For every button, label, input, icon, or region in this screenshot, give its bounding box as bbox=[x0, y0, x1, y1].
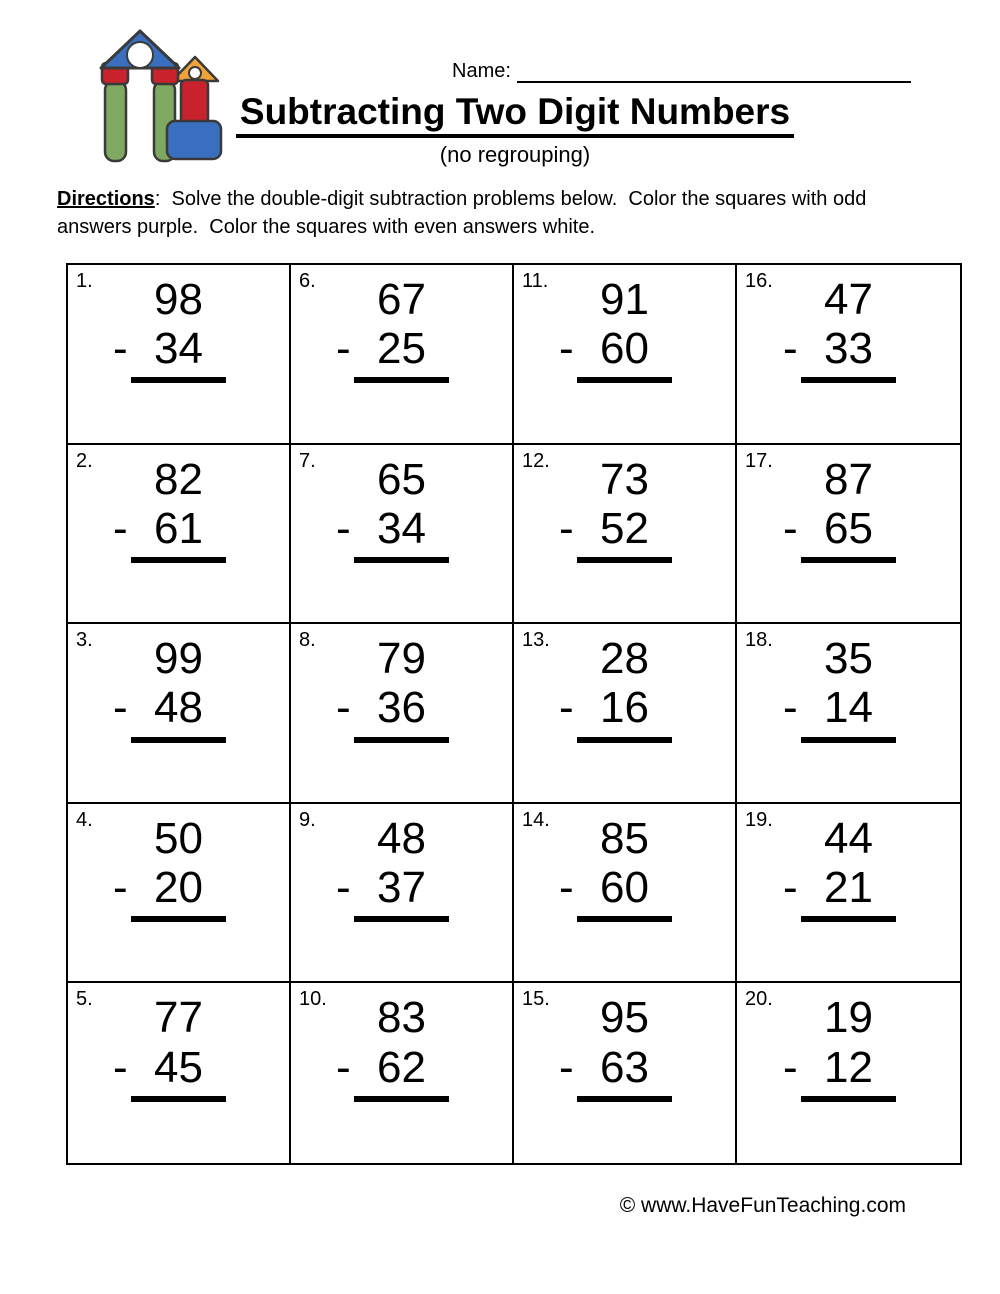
minuend: 83 bbox=[377, 993, 426, 1043]
subtrahend: 33 bbox=[824, 324, 873, 374]
subtrahend-row bbox=[783, 1042, 873, 1092]
answer-line bbox=[801, 916, 896, 922]
minus-sign: - bbox=[113, 1042, 128, 1092]
problem-number: 4. bbox=[76, 808, 93, 831]
minuend: 91 bbox=[600, 275, 649, 324]
subtrahend-row bbox=[783, 862, 873, 912]
problem-number: 20. bbox=[745, 988, 773, 1011]
subtraction-problem bbox=[291, 813, 512, 922]
answer-line bbox=[354, 377, 449, 383]
problem-number: 1. bbox=[76, 270, 93, 292]
problem-cell bbox=[514, 265, 737, 445]
answer-line bbox=[131, 377, 226, 383]
problem-cell bbox=[291, 445, 514, 625]
directions-label: Directions bbox=[57, 188, 155, 210]
problem-number: 16. bbox=[745, 270, 773, 292]
copyright-text: © www.HaveFunTeaching.com bbox=[619, 1194, 906, 1217]
minus-sign: - bbox=[783, 862, 798, 912]
minuend: 77 bbox=[154, 993, 203, 1043]
subtrahend-row bbox=[113, 683, 203, 733]
problem-cell bbox=[68, 983, 291, 1163]
subtraction-problem bbox=[68, 454, 289, 563]
problem-cell bbox=[291, 624, 514, 804]
minuend: 65 bbox=[377, 454, 426, 504]
minuend: 35 bbox=[824, 634, 873, 684]
subtraction-problem bbox=[291, 454, 512, 563]
minuend: 44 bbox=[824, 813, 873, 863]
minuend: 50 bbox=[154, 813, 203, 863]
subtrahend-row bbox=[113, 503, 203, 553]
minuend: 19 bbox=[824, 993, 873, 1043]
subtrahend-row bbox=[336, 324, 426, 374]
subtrahend-row bbox=[113, 862, 203, 912]
minus-sign: - bbox=[336, 862, 351, 912]
subtrahend: 25 bbox=[377, 324, 426, 374]
answer-line bbox=[131, 557, 226, 563]
minuend: 99 bbox=[154, 634, 203, 684]
minus-sign: - bbox=[113, 862, 128, 912]
problem-cell bbox=[514, 445, 737, 625]
subtrahend: 21 bbox=[824, 862, 873, 912]
problem-number: 14. bbox=[522, 808, 550, 831]
minuend: 47 bbox=[824, 275, 873, 324]
subtrahend-row bbox=[559, 324, 649, 374]
name-label: Name: bbox=[452, 60, 511, 82]
answer-line bbox=[354, 1096, 449, 1102]
minuend: 73 bbox=[600, 454, 649, 504]
subtrahend-row bbox=[559, 503, 649, 553]
minus-sign: - bbox=[783, 324, 798, 374]
minuend: 85 bbox=[600, 813, 649, 863]
directions-body: : Solve the double-digit subtraction problems below. Color the squares with odd answers purple. Color the squares with even answers white. bbox=[57, 188, 872, 238]
problems-grid bbox=[66, 263, 962, 1165]
minuend: 95 bbox=[600, 993, 649, 1043]
problem-number: 13. bbox=[522, 629, 550, 652]
subtrahend: 20 bbox=[154, 862, 203, 912]
problem-number: 18. bbox=[745, 629, 773, 652]
problem-number: 2. bbox=[76, 449, 93, 472]
minus-sign: - bbox=[336, 1042, 351, 1092]
minus-sign: - bbox=[783, 683, 798, 733]
minus-sign: - bbox=[559, 503, 574, 553]
directions-text bbox=[57, 186, 915, 241]
answer-line bbox=[577, 557, 672, 563]
answer-line bbox=[801, 377, 896, 383]
minuend: 98 bbox=[154, 275, 203, 324]
problem-number: 6. bbox=[299, 270, 316, 292]
answer-line bbox=[131, 1096, 226, 1102]
subtraction-problem bbox=[68, 277, 289, 383]
minus-sign: - bbox=[336, 324, 351, 374]
answer-line bbox=[131, 916, 226, 922]
minus-sign: - bbox=[559, 324, 574, 374]
problem-number: 12. bbox=[522, 449, 550, 472]
subtrahend: 36 bbox=[377, 683, 426, 733]
subtrahend: 60 bbox=[600, 862, 649, 912]
answer-line bbox=[354, 557, 449, 563]
subtrahend: 37 bbox=[377, 862, 426, 912]
problem-number: 5. bbox=[76, 988, 93, 1011]
subtrahend: 60 bbox=[600, 324, 649, 374]
answer-line bbox=[354, 916, 449, 922]
page-title: Subtracting Two Digit Numbers bbox=[236, 92, 794, 138]
answer-line bbox=[354, 737, 449, 743]
problem-cell bbox=[291, 983, 514, 1163]
subtrahend-row bbox=[559, 1042, 649, 1092]
subtrahend-row bbox=[559, 683, 649, 733]
subtrahend-row bbox=[559, 862, 649, 912]
problem-cell bbox=[737, 983, 960, 1163]
answer-line bbox=[577, 1096, 672, 1102]
subtrahend: 16 bbox=[600, 683, 649, 733]
subtrahend: 12 bbox=[824, 1042, 873, 1092]
problem-number: 9. bbox=[299, 808, 316, 831]
subtrahend-row bbox=[113, 324, 203, 374]
subtraction-problem bbox=[68, 636, 289, 742]
minus-sign: - bbox=[113, 503, 128, 553]
problem-cell bbox=[514, 804, 737, 984]
subtrahend-row bbox=[783, 324, 873, 374]
problem-cell bbox=[737, 445, 960, 625]
problem-number: 7. bbox=[299, 449, 316, 472]
problem-cell bbox=[68, 445, 291, 625]
problem-cell bbox=[737, 804, 960, 984]
answer-line bbox=[577, 916, 672, 922]
minus-sign: - bbox=[336, 503, 351, 553]
problem-number: 11. bbox=[522, 270, 549, 292]
answer-line bbox=[577, 737, 672, 743]
subtrahend: 14 bbox=[824, 683, 873, 733]
problem-number: 15. bbox=[522, 988, 550, 1011]
problem-cell bbox=[514, 983, 737, 1163]
subtrahend: 65 bbox=[824, 503, 873, 553]
problem-number: 19. bbox=[745, 808, 773, 831]
minus-sign: - bbox=[783, 1042, 798, 1092]
answer-line bbox=[131, 737, 226, 743]
subtrahend-row bbox=[783, 503, 873, 553]
problem-number: 3. bbox=[76, 629, 93, 652]
problem-number: 8. bbox=[299, 629, 316, 652]
minus-sign: - bbox=[113, 324, 128, 374]
subtrahend: 34 bbox=[154, 324, 203, 374]
problem-number: 17. bbox=[745, 449, 773, 472]
minuend: 67 bbox=[377, 275, 426, 324]
answer-line bbox=[801, 557, 896, 563]
subtrahend: 52 bbox=[600, 503, 649, 553]
subtraction-problem bbox=[291, 277, 512, 383]
minuend: 79 bbox=[377, 634, 426, 684]
subtrahend: 62 bbox=[377, 1042, 426, 1092]
minus-sign: - bbox=[559, 862, 574, 912]
subtrahend: 63 bbox=[600, 1042, 649, 1092]
minus-sign: - bbox=[559, 1042, 574, 1092]
answer-line bbox=[577, 377, 672, 383]
name-blank-line bbox=[517, 81, 911, 83]
page-subtitle: (no regrouping) bbox=[439, 141, 591, 167]
problem-cell bbox=[737, 624, 960, 804]
subtrahend-row bbox=[336, 862, 426, 912]
minuend: 28 bbox=[600, 634, 649, 684]
subtrahend: 34 bbox=[377, 503, 426, 553]
problem-cell bbox=[68, 804, 291, 984]
problem-cell bbox=[291, 265, 514, 445]
problem-cell bbox=[737, 265, 960, 445]
minus-sign: - bbox=[113, 683, 128, 733]
answer-line bbox=[801, 737, 896, 743]
problem-cell bbox=[291, 804, 514, 984]
subtrahend-row bbox=[336, 1042, 426, 1092]
minuend: 82 bbox=[154, 454, 203, 504]
problem-number: 10. bbox=[299, 988, 327, 1011]
subtrahend: 45 bbox=[154, 1042, 203, 1092]
problem-cell bbox=[68, 265, 291, 445]
subtrahend: 48 bbox=[154, 683, 203, 733]
subtrahend-row bbox=[113, 1042, 203, 1092]
subtrahend-row bbox=[336, 683, 426, 733]
minus-sign: - bbox=[336, 683, 351, 733]
subtrahend-row bbox=[336, 503, 426, 553]
minuend: 87 bbox=[824, 454, 873, 504]
problem-cell bbox=[68, 624, 291, 804]
subtrahend: 61 bbox=[154, 503, 203, 553]
subtrahend-row bbox=[783, 683, 873, 733]
answer-line bbox=[801, 1096, 896, 1102]
minus-sign: - bbox=[783, 503, 798, 553]
problem-cell bbox=[514, 624, 737, 804]
subtraction-problem bbox=[68, 995, 289, 1101]
subtraction-problem bbox=[68, 813, 289, 922]
subtraction-problem bbox=[291, 636, 512, 742]
minus-sign: - bbox=[559, 683, 574, 733]
minuend: 48 bbox=[377, 813, 426, 863]
